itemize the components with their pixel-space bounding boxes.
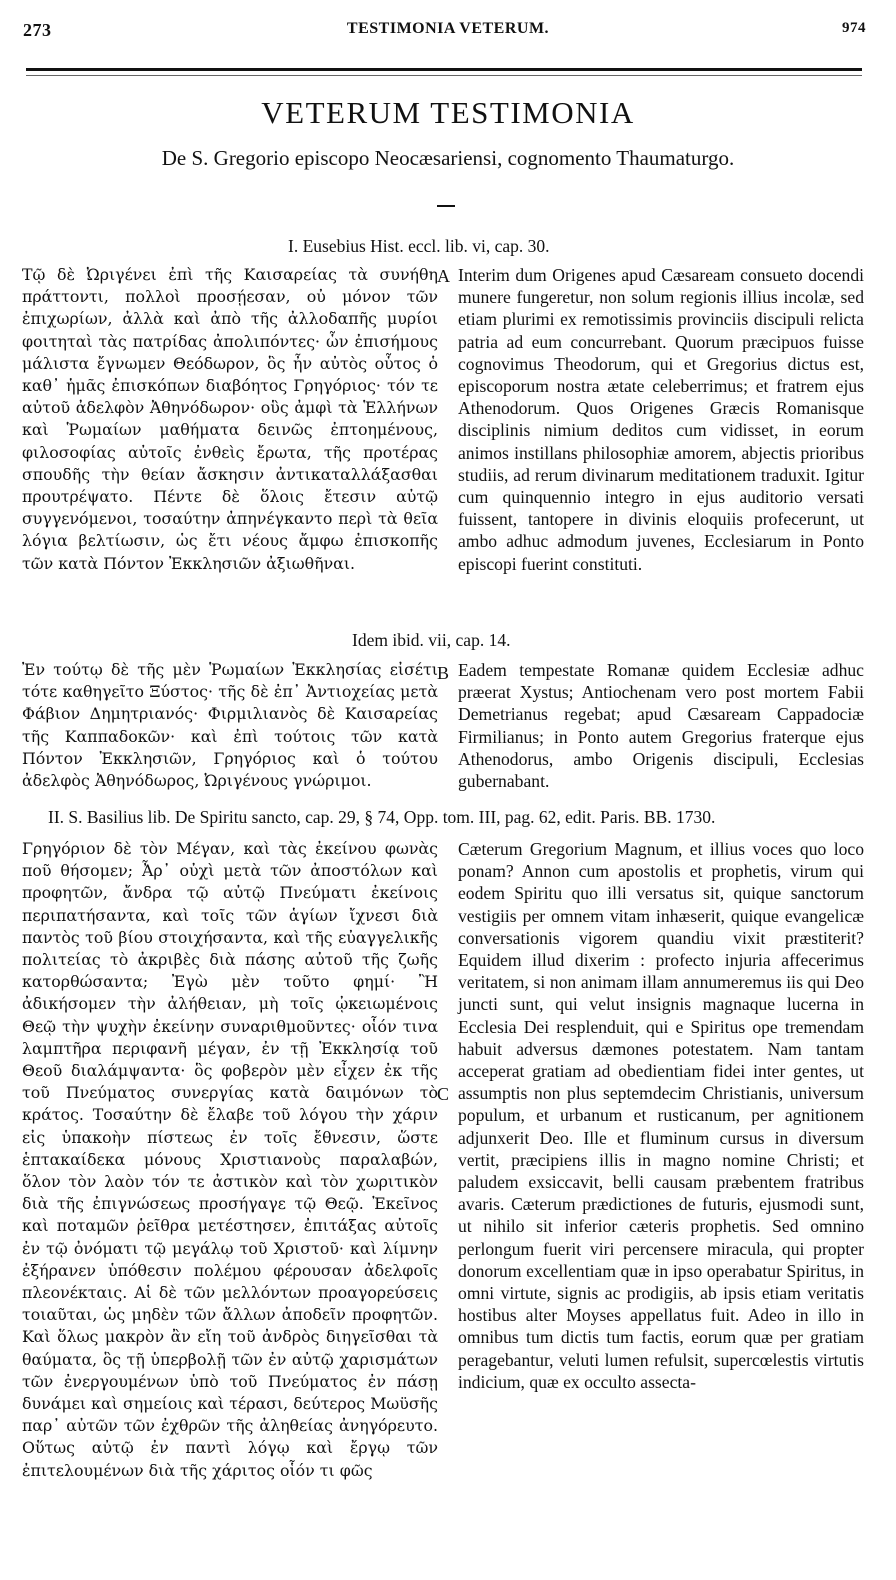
latin-text: Eadem tempestate Romanæ quidem Ecclesiæ adhuc præerat Xystus; Antiochenam vero post mortem Fabii Demetrianus regebat; apud Cæsaream Cappadociæ Firmilianus; in Ponto autem Gregorius fraterque ejus Athenodorus, ambo Origenis discipuli, Ecclesias gubernabant.	[458, 660, 864, 792]
margin-letter: C	[437, 1084, 450, 1104]
running-header	[0, 20, 896, 46]
latin-text: Interim dum Origenes apud Cæsaream consueto docendi munere fungeretur, non solum regionis illius incolæ, sed etiam plurimi ex remotissimis provinciis discipuli relicta patria ad eum concurrebant. Quorum præcipuos fuisse cognovimus Theodorum, qui et Gregorius dictus est, episcoporum nostra ætate celeberrimus; et fratrem ejus Athenodorum. Quos Origenes Græcis Romanisque disciplinis nimium deditos cum vidisset, in eorum animos instillans philosophiæ amorem, abjectis prioribus studiis, ad rerum divinarum meditationem traduxit. Igitur cum quinquennio integro in ejus auditorio versati fuissent, tantopere in divinis eloquiis profecerunt, ut ambo adhuc admodum juvenes, Ecclesiarum in Ponto episcopi fuerint constituti.	[458, 265, 864, 574]
page-number-left: 273	[23, 20, 52, 40]
page-title: VETERUM TESTIMONIA	[261, 95, 635, 130]
running-title: TESTIMONIA VETERUM.	[346, 20, 550, 37]
section-reference: Idem ibid. vii, cap. 14.	[352, 630, 511, 650]
title-dash	[437, 205, 455, 207]
greek-text: Γρηγόριον δὲ τὸν Μέγαν, καὶ τὰς ἐκείνου φωνὰς ποῦ θήσομεν; Ἆρ᾽ οὐχὶ μετὰ τῶν ἀποστόλων καὶ προφητῶν, ἄνδρα τῷ αὐτῷ Πνεύματι ἐκείνοις περιπατήσαντα, καὶ τοῖς τῶν ἁγίων ἴχνεσι διὰ παντὸς τοῦ βίου στοιχήσαντα, καὶ τῆς εὐαγγελικῆς πολιτείας τὸ ἀκριβὲς διὰ πάσης αὐτοῦ τῆς ζωῆς κατορθώσαντα; Ἐγὼ μὲν τοῦτο φημί· Ἢ ἀδικήσομεν τὴν ἀλήθειαν, μὴ τοῖς ᾠκειωμένοις Θεῷ τὴν ψυχὴν ἐκείνην συναριθμοῦντες· οἷόν τινα λαμπτῆρα περιφανῆ μέγαν, ἐν τῇ Ἐκκλησίᾳ τοῦ Θεοῦ διαλάμψαντα· ὃς φοβερὸν μὲν εἶχεν ἐκ τῆς τοῦ Πνεύματος συνεργίας κατὰ δαιμόνων τὸ κράτος. Τοσαύτην δὲ ἔλαβε τοῦ λόγου τὴν χάριν εἰς ὑπακοὴν πίστεως ἐν τοῖς ἔθνεσιν, ὥστε ἑπτακαίδεκα μόνους Χριστιανοὺς παραλαβών, ὅλον τὸν λαὸν τόν τε ἀστικὸν καὶ τὸν χωριτικὸν διὰ τῆς ἐπιγνώσεως προσήγαγε τῷ Θεῷ. Ἐκεῖνος καὶ ποταμῶν ῥεῖθρα μετέστησεν, ἐπιτάξας αὐτοῖς ἐν τῷ ὀνόματι τῷ μεγάλῳ τοῦ Χριστοῦ· καὶ λίμνην ἐξήρανεν ὑπόθεσιν πολέμου φέρουσαν ἀδελφοῖς πλεονέκταις. Αἱ δὲ τῶν μελλόντων προαγορεύσεις τοιαῦται, ὡς μηδὲν τῶν ἄλλων ἀποδεῖν προφητῶν. Καὶ ὅλως μακρὸν ἂν εἴη τοῦ ἀνδρὸς διηγεῖσθαι τὰ θαύματα, ὃς τῇ ὑπερβολῇ τῶν ἐν αὐτῷ χαρισμάτων τῶν ἐνεργουμένων ὑπὸ τοῦ Πνεύματος ἐν πάσῃ δυνάμει καὶ σημείοις καὶ τέρασι, δεύτερος Μωϋσῆς παρ᾽ αὐτῶν τῶν ἐχθρῶν τῆς ἀληθείας ἀνηγόρευτο. Οὕτως αὐτῷ ἐν παντὶ λόγῳ καὶ ἔργῳ τῶν ἐπιτελουμένων διὰ τῆς χάριτος οἷόν τι φῶς	[22, 839, 438, 1480]
margin-letter: A	[437, 266, 450, 286]
greek-text: Τῷ δὲ Ὠριγένει ἐπὶ τῆς Καισαρείας τὰ συνήθη πράττοντι, πολλοὶ προσῄεσαν, οὐ μόνον τῶν ἐπιχωρίων, ἀλλὰ καὶ ἀπὸ τῆς ἀλλοδαπῆς μυρίοι φοιτηταὶ τὰς πατρίδας ἀπολιπόντες· ὧν ἐπισήμους μάλιστα ἔγνωμεν Θεόδωρον, ὃς ἦν αὐτὸς οὗτος ὁ καθ᾽ ἡμᾶς ἐπισκόπων διαβόητος Γρηγόριος· τόν τε αὐτοῦ ἀδελφὸν Ἀθηνόδωρον· οὓς ἀμφὶ τὰ Ἑλλήνων καὶ Ῥωμαίων μαθήματα δεινῶς ἐπτοημένους, φιλοσοφίας αὐτοῖς ἐνθεὶς ἔρωτα, τῆς προτέρας σπουδῆς τὴν θείαν ἄσκησιν ἀντικαταλλάξασθαι προυτρέψατο. Πέντε δὲ ὅλοις ἔτεσιν αὐτῷ συγγενόμενοι, τοσαύτην ἀπηνέγκαντο περὶ τὰ θεῖα λόγια βελτίωσιν, ὡς ἔτι νέους ἄμφω ἐπισκοπῆς τῶν κατὰ Πόντον Ἐκκλησιῶν ἀξιωθῆναι.	[22, 265, 438, 573]
latin-text: Cæterum Gregorium Magnum, et illius voces quo loco ponam? Annon cum apostolis et prophetis, virum qui eodem Spiritu quo illi versatus sit, quique sanctorum vestigiis per omnem vitam inhæserit, quique evangelicæ conversationis vigorem quandiu vixit præstiterit? Equidem illud dixerim : profecto injuria affecerimus veritatem, si non animam illam annumeremus iis qui Deo juncti sunt, qui velut insignis magnaque lucerna in Ecclesia Dei resplenduit, qui e Spiritus ope tremendam habuit adversus dæmones potestatem. Nam tantam acceperat gratiam ad obedientiam fidei inter gentes, ut assumptis non plus septemdecim Christianis, universum populum, et urbanum et rusticanum, per agnitionem adjunxerit Deo. Ille et fluminum cursus in diversum vertit, præcipiens illis in magno nomine Christi; et paludem exsiccavit, belli causam præbentem fratribus avaris. Cæterum prædictiones de futuris, ejusmodi sunt, ut nihilo sit inferior cæteris prophetis. Sed omnino perlongum fuerit viri percensere miracula, qui propter donorum excellentiam quæ in ipso operabatur Spiritus, in omni virtute, signis ac prodigiis, ab ipsis etiam veritatis hostibus alter Moyses appellatus fuit. Adeo in illo in omnibus tum dictis tum factis, eorum quæ per gratiam peragebantur, veluti lumen refulsit, supercœlestis virtutis indicium, quæ ex occulto assecta-	[458, 839, 864, 1392]
page-number-right: 974	[842, 20, 866, 36]
greek-text: Ἐν τούτῳ δὲ τῆς μὲν Ῥωμαίων Ἐκκλησίας εἰσέτι τότε καθηγεῖτο Ξύστος· τῆς δὲ ἐπ᾽ Ἀντιοχείας μετὰ Φάβιον Δημητριανός· Φιρμιλιανὸς δὲ Καισαρείας τῆς Καππαδοκῶν· καὶ ἐπὶ τούτοις τῶν κατὰ Πόντον Ἐκκλησιῶν, Γρηγόριος καὶ ὁ τούτου ἀδελφὸς Ἀθηνόδωρος, Ὠριγένους γνώριμοι.	[22, 660, 438, 791]
header-rule	[26, 68, 862, 71]
section-reference: I. Eusebius Hist. eccl. lib. vi, cap. 30.	[288, 236, 550, 256]
section-reference: II. S. Basilius lib. De Spiritu sancto, cap. 29, § 74, Opp. tom. III, pag. 62, edit. Paris. BB. 1730.	[48, 807, 716, 827]
header-rule-thin	[26, 75, 862, 76]
page-subtitle: De S. Gregorio episcopo Neocæsariensi, cognomento Thaumaturgo.	[161, 146, 735, 170]
margin-letter: B	[437, 663, 450, 683]
